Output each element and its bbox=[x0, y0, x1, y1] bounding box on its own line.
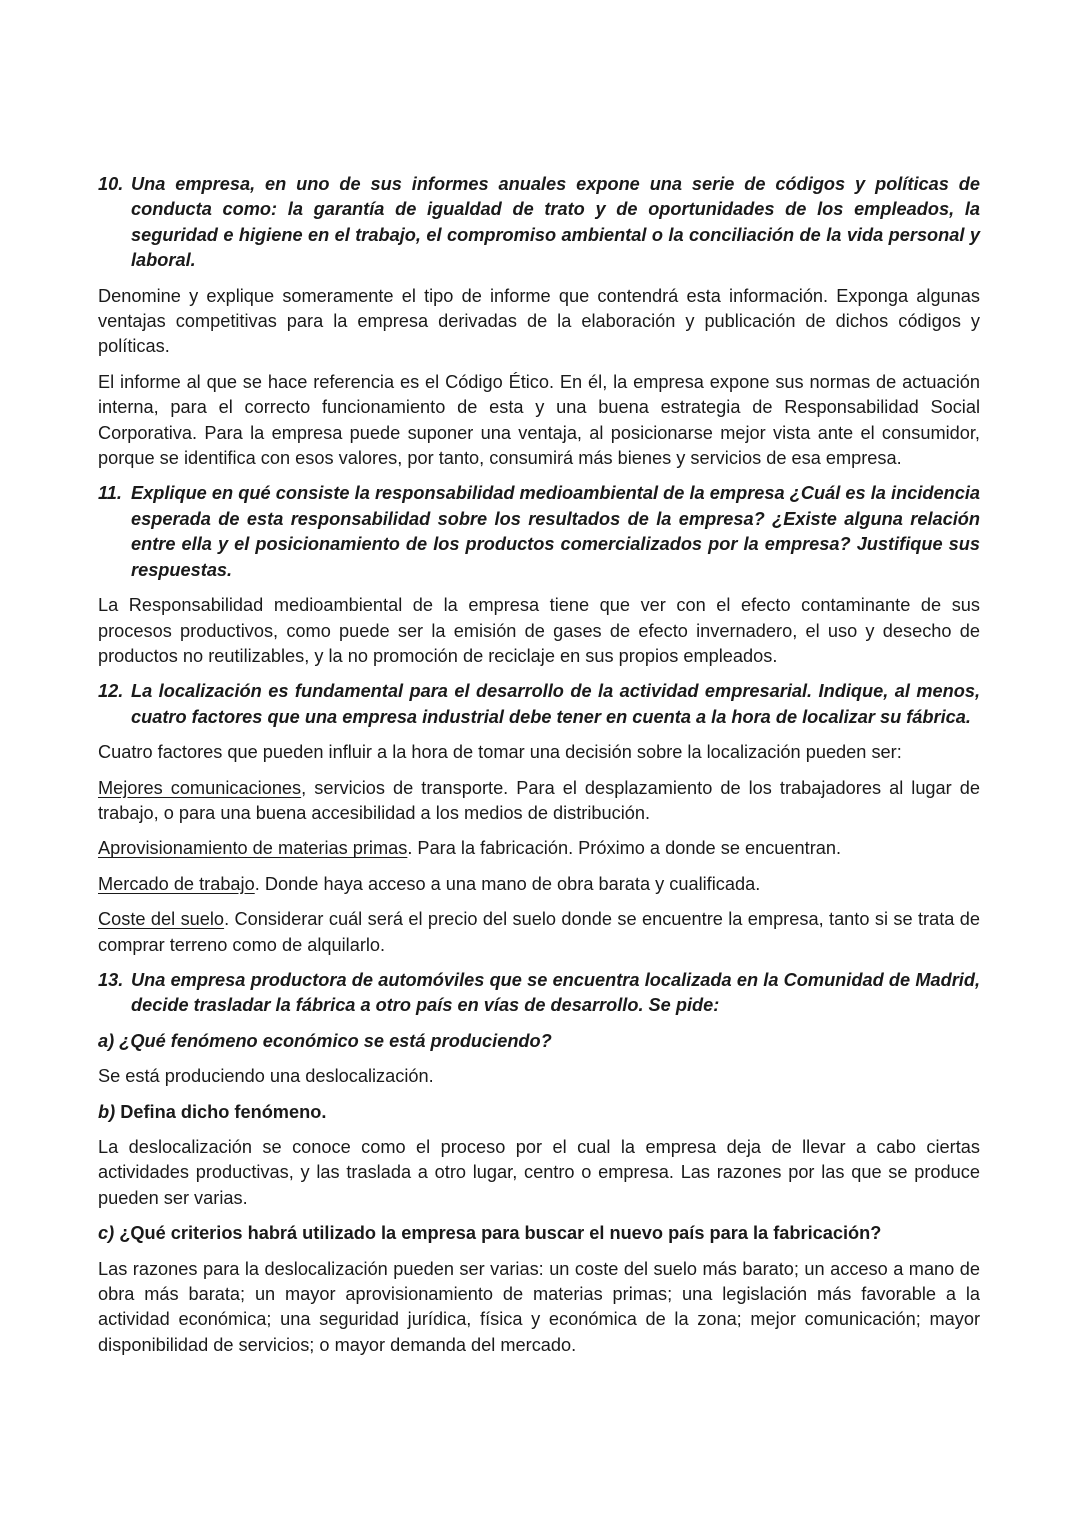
factor-term: Aprovisionamiento de materias primas bbox=[98, 838, 408, 859]
subquestion-letter: b) bbox=[98, 1101, 116, 1122]
subquestion-c-answer: Las razones para la deslocalización pueden ser varias: un coste del suelo más barato; un acceso a mano de obra más barata; un mayor aprovisionamiento de materias primas; una legislación más favorable a la actividad económica; una seguridad jurídica, física y económica de la zona; mejor comunicación; mayor disponibilidad de servicios; o mayor demanda del mercado. bbox=[98, 1258, 980, 1355]
factor-description: . Para la fabricación. Próximo a donde se encuentran. bbox=[407, 838, 842, 859]
question-13 bbox=[98, 968, 980, 1019]
question-number: 10. bbox=[98, 174, 124, 194]
question-10-prompt: Denomine y explique someramente el tipo de informe que contendrá esta información. Exponga algunas ventajas competitivas para la empresa derivadas de la elaboración y publicación de dichos códigos y políticas. bbox=[98, 285, 980, 357]
question-12-intro: Cuatro factores que pueden influir a la hora de tomar una decisión sobre la localización pueden ser: bbox=[98, 742, 902, 763]
factor-term: Coste del suelo bbox=[98, 909, 225, 930]
subquestion-b bbox=[98, 1100, 980, 1125]
factor-term: Mercado de trabajo bbox=[98, 873, 255, 894]
question-text: La localización es fundamental para el desarrollo de la actividad empresarial. Indique, al menos, cuatro factores que una empresa industrial debe tener en cuenta a la hora de localizar su fábrica. bbox=[131, 681, 980, 727]
question-text: Una empresa productora de automóviles que se encuentra localizada en la Comunidad de Madrid, decide trasladar la fábrica a otro país en vías de desarrollo. Se pide: bbox=[131, 969, 980, 1016]
question-number: 12. bbox=[98, 681, 124, 702]
question-11 bbox=[98, 481, 980, 583]
subquestion-c bbox=[98, 1221, 980, 1246]
question-text: Explique en qué consiste la responsabilidad medioambiental de la empresa ¿Cuál es la incidencia esperada de esta responsabilidad sobre los resultados de la empresa? ¿Existe alguna relación entre ella y el posicionamiento de los productos comercializados por la empresa? Justifique sus respuestas. bbox=[131, 483, 980, 580]
subquestion-letter: c) bbox=[98, 1223, 115, 1244]
subquestion-letter: a) bbox=[98, 1030, 115, 1051]
factor-item bbox=[98, 907, 980, 958]
factor-description: . Donde haya acceso a una mano de obra barata y cualificada. bbox=[254, 873, 761, 894]
subquestion-text: ¿Qué criterios habrá utilizado la empresa para buscar el nuevo país para la fabricación? bbox=[119, 1223, 882, 1244]
question-10-answer: El informe al que se hace referencia es el Código Ético. En él, la empresa expone sus normas de actuación interna, para el correcto funcionamiento de esta y una buena estrategia de Responsabilidad Social Corporativa. Para la empresa puede suponer una ventaja, al posicionarse mejor vista ante el consumidor, porque se identifica con esos valores, por tanto, consumirá más bienes y servicios de esa empresa. bbox=[98, 371, 980, 469]
document-page bbox=[98, 172, 980, 1368]
factor-description: , servicios de transporte. Para el desplazamiento de los trabajadores al lugar de trabajo, o para una buena accesibilidad a los medios de distribución. bbox=[98, 777, 980, 823]
subquestion-text: ¿Qué fenómeno económico se está produciendo? bbox=[119, 1030, 552, 1051]
question-text: Una empresa, en uno de sus informes anuales expone una serie de códigos y políticas de conducta como: la garantía de igualdad de trato y de oportunidades de los empleados, la seguridad e higiene en el trabajo, el compromiso ambiental o la conciliación de la vida personal y laboral. bbox=[131, 174, 980, 271]
question-11-answer: La Responsabilidad medioambiental de la empresa tiene que ver con el efecto contaminante de sus procesos productivos, como puede ser la emisión de gases de efecto invernadero, el uso y desecho de productos no reutilizables, y la no promoción de reciclaje en sus propios empleados. bbox=[98, 595, 980, 666]
factor-description: . Considerar cuál será el precio del suelo donde se encuentre la empresa, tanto si se trata de comprar terreno como de alquilarlo. bbox=[98, 909, 980, 955]
factor-term: Mejores comunicaciones bbox=[98, 777, 302, 798]
factor-item bbox=[98, 872, 980, 897]
question-10 bbox=[98, 172, 980, 274]
factor-item bbox=[98, 836, 980, 861]
factor-item bbox=[98, 776, 980, 827]
subquestion-b-answer: La deslocalización se conoce como el proceso por el cual la empresa deja de llevar a cabo ciertas actividades productivas, y las traslada a otro lugar, centro o empresa. Las razones por las que se produce pueden ser varias. bbox=[98, 1137, 980, 1208]
question-number: 11. bbox=[98, 483, 122, 504]
subquestion-a-answer: Se está produciendo una deslocalización. bbox=[98, 1066, 434, 1087]
question-number: 13. bbox=[98, 969, 124, 990]
subquestion-a bbox=[98, 1029, 980, 1054]
question-12 bbox=[98, 679, 980, 730]
subquestion-text: Defina dicho fenómeno. bbox=[120, 1101, 327, 1122]
